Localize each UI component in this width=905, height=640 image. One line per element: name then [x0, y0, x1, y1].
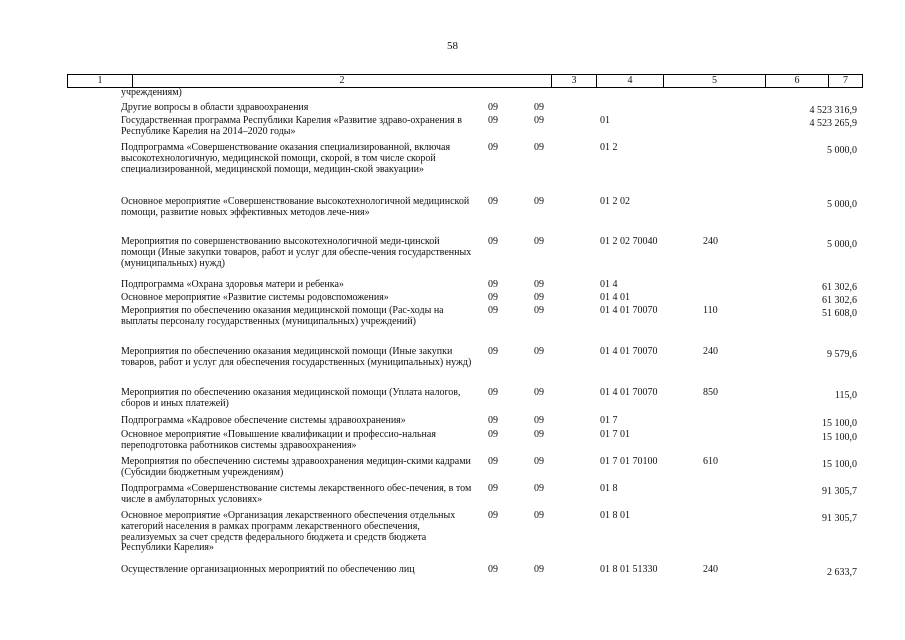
row-section: 09 — [488, 415, 498, 426]
column-header-5: 5 — [663, 75, 765, 87]
row-name: Основное мероприятие «Развитие системы родовспоможения» — [121, 292, 389, 303]
row-subsection: 09 — [534, 236, 544, 247]
row-target-article: 01 8 01 — [600, 510, 630, 521]
row-name: Подпрограмма «Совершенствование системы лекарственного обес-печения, в том числе в амбулаторных условиях» — [121, 483, 472, 505]
row-section: 09 — [488, 429, 498, 440]
row-name: Мероприятия по совершенствованию высокотехнологичной меди-цинской помощи (Иные закупки товаров, работ и услуг для обеспе-чения государственных (муниципальных) нужд) — [121, 236, 472, 269]
row-section: 09 — [488, 305, 498, 316]
row-section: 09 — [488, 196, 498, 207]
row-subsection: 09 — [534, 142, 544, 153]
row-section: 09 — [488, 346, 498, 357]
row-subsection: 09 — [534, 305, 544, 316]
column-header-3: 3 — [551, 75, 596, 87]
row-subsection: 09 — [534, 429, 544, 440]
row-name: Государственная программа Республики Карелия «Развитие здраво-охранения в Республике Карелия на 2014–2020 годы» — [121, 115, 462, 137]
row-section: 09 — [488, 292, 498, 303]
row-name: Мероприятия по обеспечению оказания медицинской помощи (Рас-ходы на выплаты персоналу государственных (муниципальных) учреждений) — [121, 305, 444, 327]
row-amount: 5 000,0 — [827, 145, 857, 156]
column-header-6: 6 — [765, 75, 828, 87]
table-header — [67, 74, 863, 88]
column-header-1: 1 — [97, 75, 103, 86]
row-target-article: 01 4 01 70070 — [600, 305, 658, 316]
row-amount: 4 523 265,9 — [809, 118, 857, 129]
row-amount: 5 000,0 — [827, 199, 857, 210]
row-section: 09 — [488, 456, 498, 467]
column-header-2: 2 — [132, 75, 551, 87]
row-name: Другие вопросы в области здравоохранения — [121, 102, 309, 113]
row-expense-type: 110 — [703, 305, 718, 316]
row-expense-type: 610 — [703, 456, 718, 467]
row-name: Подпрограмма «Кадровое обеспечение системы здравоохранения» — [121, 415, 406, 426]
row-subsection: 09 — [534, 279, 544, 290]
row-amount: 5 000,0 — [827, 239, 857, 250]
row-subsection: 09 — [534, 346, 544, 357]
row-amount: 91 305,7 — [822, 513, 857, 524]
row-name: Подпрограмма «Охрана здоровья матери и ребенка» — [121, 279, 344, 290]
row-target-article: 01 7 01 70100 — [600, 456, 658, 467]
row-amount: 15 100,0 — [822, 418, 857, 429]
row-subsection: 09 — [534, 483, 544, 494]
row-target-article: 01 2 — [600, 142, 618, 153]
row-name: Основное мероприятие «Повышение квалификации и профессио-нальная переподготовка работников системы здравоохранения» — [121, 429, 436, 451]
row-subsection: 09 — [534, 510, 544, 521]
row-section: 09 — [488, 483, 498, 494]
row-expense-type: 850 — [703, 387, 718, 398]
row-subsection: 09 — [534, 292, 544, 303]
row-target-article: 01 4 01 70070 — [600, 346, 658, 357]
row-name: Мероприятия по обеспечению оказания медицинской помощи (Уплата налогов, сборов и иных платежей) — [121, 387, 461, 409]
row-subsection: 09 — [534, 102, 544, 113]
row-expense-type: 240 — [703, 236, 718, 247]
row-section: 09 — [488, 279, 498, 290]
row-name: Основное мероприятие «Совершенствование высокотехнологичной медицинской помощи, развитие новых эффективных методов лече-ния» — [121, 196, 470, 218]
row-name: Осуществление организационных мероприятий по обеспечению лиц — [121, 564, 415, 575]
row-expense-type: 240 — [703, 346, 718, 357]
row-section: 09 — [488, 564, 498, 575]
row-target-article: 01 — [600, 115, 610, 126]
row-name: Мероприятия по обеспечению оказания медицинской помощи (Иные закупки товаров, работ и услуг для обеспечения государственных (муниципальных) нужд) — [121, 346, 472, 368]
row-amount: 4 523 316,9 — [809, 105, 857, 116]
row-amount: 9 579,6 — [827, 349, 857, 360]
row-subsection: 09 — [534, 387, 544, 398]
row-section: 09 — [488, 387, 498, 398]
row-amount: 2 633,7 — [827, 567, 857, 578]
row-subsection: 09 — [534, 196, 544, 207]
column-header-7: 7 — [828, 75, 862, 87]
row-target-article: 01 2 02 — [600, 196, 630, 207]
row-amount: 15 100,0 — [822, 459, 857, 470]
row-amount: 115,0 — [834, 390, 857, 401]
row-name: Подпрограмма «Совершенствование оказания специализированной, включая высокотехнологичную, медицинской помощи, скорой, в том числе скорой специализированной, медицинской помощи, медицин-ской эвакуации» — [121, 142, 451, 175]
row-target-article: 01 7 01 — [600, 429, 630, 440]
row-section: 09 — [488, 115, 498, 126]
row-name: Мероприятия по обеспечению системы здравоохранения медицин-скими кадрами (Субсидии бюджетным учреждениям) — [121, 456, 471, 478]
row-subsection: 09 — [534, 115, 544, 126]
row-name: учреждениям) — [121, 87, 182, 98]
row-amount: 15 100,0 — [822, 432, 857, 443]
row-target-article: 01 4 01 — [600, 292, 630, 303]
column-header-4: 4 — [596, 75, 663, 87]
row-amount: 91 305,7 — [822, 486, 857, 497]
row-subsection: 09 — [534, 564, 544, 575]
row-subsection: 09 — [534, 456, 544, 467]
row-expense-type: 240 — [703, 564, 718, 575]
row-target-article: 01 7 — [600, 415, 618, 426]
row-name: Основное мероприятие «Организация лекарственного обеспечения отдельных категорий населения в рамках программ лекарственного обеспечения, реализуемых за счет средств федерального бюджета и средств бюджета Республики Карелия» — [121, 510, 456, 554]
row-target-article: 01 4 01 70070 — [600, 387, 658, 398]
row-section: 09 — [488, 510, 498, 521]
row-amount: 51 608,0 — [822, 308, 857, 319]
page-number: 58 — [447, 40, 458, 52]
row-subsection: 09 — [534, 415, 544, 426]
row-section: 09 — [488, 236, 498, 247]
row-section: 09 — [488, 142, 498, 153]
row-target-article: 01 8 01 51330 — [600, 564, 658, 575]
row-target-article: 01 8 — [600, 483, 618, 494]
row-target-article: 01 4 — [600, 279, 618, 290]
row-amount: 61 302,6 — [822, 282, 857, 293]
row-section: 09 — [488, 102, 498, 113]
row-target-article: 01 2 02 70040 — [600, 236, 658, 247]
row-amount: 61 302,6 — [822, 295, 857, 306]
